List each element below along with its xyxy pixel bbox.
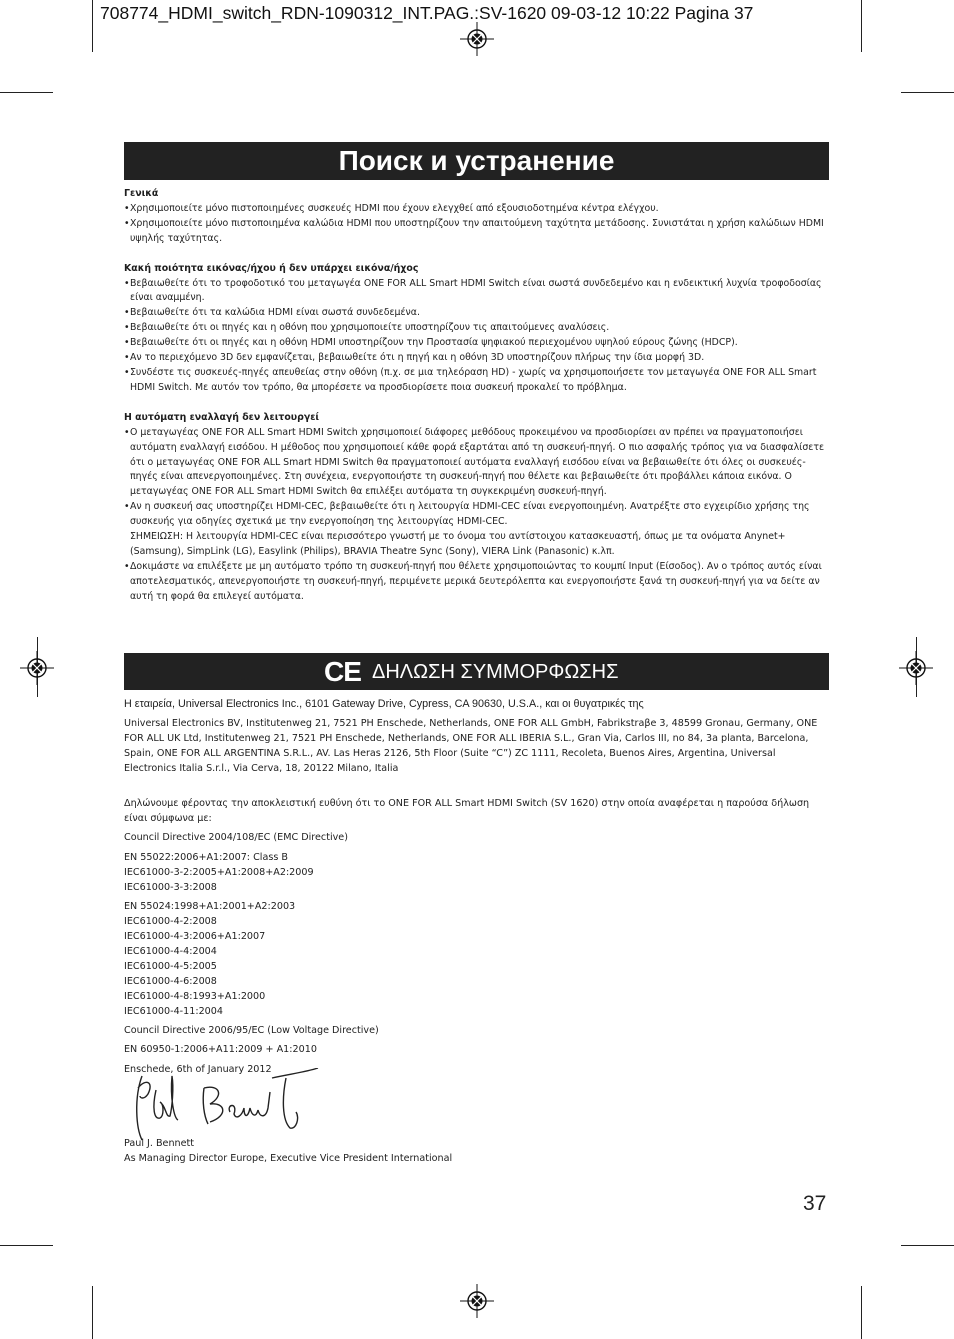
crop-mark xyxy=(92,0,93,52)
declaration-statement xyxy=(124,796,829,826)
registration-mark-icon xyxy=(460,22,494,56)
lvd-directive-text: Council Directive 2006/95/EC (Low Voltage Directive) xyxy=(124,1025,379,1036)
signatory-title: As Managing Director Europe, Executive Vice President International xyxy=(124,1153,453,1164)
standard-item: IEC61000-4-6:2008 xyxy=(124,976,217,987)
standard-item: IEC61000-4-2:2008 xyxy=(124,916,217,927)
crop-mark xyxy=(861,1286,862,1339)
standard-item: IEC61000-4-5:2005 xyxy=(124,961,217,972)
list-item: • Βεβαιωθείτε ότι τα καλώδια HDMI είναι σωστά συνδεδεμένα. xyxy=(124,306,829,321)
ce-mark-icon: CE xyxy=(324,656,361,687)
registration-mark-icon xyxy=(460,1284,494,1318)
signature-image xyxy=(130,1068,330,1144)
standard-item: IEC61000-4-4:2004 xyxy=(124,946,217,957)
emc-directive-text: Council Directive 2004/108/EC (EMC Directive) xyxy=(124,832,348,843)
crop-mark xyxy=(861,0,862,52)
signatory-block xyxy=(124,1136,829,1166)
page-number: 37 xyxy=(803,1192,827,1215)
registration-mark-icon xyxy=(899,651,933,685)
declaration-title-bar xyxy=(124,653,829,690)
signatory-name: Paul J. Bennett xyxy=(124,1138,195,1149)
list-item: • Αν το περιεχόμενο 3D δεν εμφανίζεται, βεβαιωθείτε ότι η πηγή και η οθόνη 3D υποστηρίζουν πλήρως την ίδια μορφή 3D. xyxy=(124,351,829,366)
list-item: • Βεβαιωθείτε ότι οι πηγές και η οθόνη που χρησιμοποιείτε υποστηρίζουν τις απαιτούμενες αναλύσεις. xyxy=(124,321,829,336)
crop-mark xyxy=(901,1245,954,1246)
standard-item: IEC61000-4-3:2006+A1:2007 xyxy=(124,931,266,942)
section-heading-picture-quality: Κακή ποιότητα εικόνας/ήχου ή δεν υπάρχει εικόνα/ήχος xyxy=(124,262,419,274)
lvd-standard-text: EN 60950-1:2006+A11:2009 + A1:2010 xyxy=(124,1044,317,1055)
standard-item: EN 55022:2006+A1:2007: Class B xyxy=(124,852,288,863)
statement-text: Δηλώνουμε φέροντας την αποκλειστική ευθύνη ότι το ONE FOR ALL Smart HDMI Switch (SV 1620) στην οποία αναφέρεται η παρούσα δήλωση είναι σύμφωνα με: xyxy=(124,798,810,824)
registration-mark-icon xyxy=(20,651,54,685)
declaration-title: ΔΗΛΩΣΗ ΣΥΜΜΟΡΦΩΣΗΣ xyxy=(372,661,619,683)
list-item: • Χρησιμοποιείτε μόνο πιστοποιημένα καλώδια HDMI που υποστηρίζουν την απαιτούμενη ταχύτητα μετάδοσης. Συνιστάται η χρήση καλώδιων HDMI υψηλής ταχύτητας. xyxy=(124,217,829,247)
crop-mark xyxy=(0,1245,53,1246)
company-line: Η εταιρεία, Universal Electronics Inc., 6101 Gateway Drive, Cypress, CA 90630, U.S.A., και οι θυγατρικές της xyxy=(124,698,644,710)
crop-mark xyxy=(0,92,53,93)
subsidiaries-paragraph xyxy=(124,716,829,776)
list-item: • Βεβαιωθείτε ότι οι πηγές και η οθόνη HDMI υποστηρίζουν την Προστασία ψηφιακού περιεχομένου υψηλού εύρους ζώνης (HDCP). xyxy=(124,336,829,351)
lvd-directive xyxy=(124,1023,829,1038)
crop-mark xyxy=(92,1286,93,1339)
standard-item: IEC61000-3-2:2005+A1:2008+A2:2009 xyxy=(124,867,314,878)
subsidiaries-text: Universal Electronics BV, Institutenweg 21, 7521 PH Enschede, Netherlands, ONE FOR ALL GmbH, Fabrikstraβe 3, 48599 Gronau, Germany, ONE FOR ALL UK Ltd, Institutenweg 21, 7521 PH Enschede, Netherlands, ONE FOR ALL IBERIA S.L., Gran Via, Carlos III, no 84, 3a planta, Barcelona, Spain, ONE FOR ALL ARGENTINA S.R.L., AV. Las Heras 2126, 5th Floor (Suite “C”) ZC 1111, Recoleta, Buenos Aires, Argentina, Universal Electronics Italia S.r.l., Via Cerva, 18, 20122 Milano, Italia xyxy=(124,718,818,774)
crop-mark xyxy=(901,92,954,93)
list-item: • Συνδέστε τις συσκευές-πηγές απευθείας στην οθόνη (π.χ. σε μια τηλεόραση HD) - χωρίς να χρησιμοποιήσετε τον μεταγωγέα ONE FOR ALL Smart HDMI Switch. Με αυτόν τον τρόπο, θα μπορέσετε να προσδιορίσετε ποια συσκευή προκαλεί το πρόβλημα. xyxy=(124,366,829,396)
print-slug: 708774_HDMI_switch_RDN-1090312_INT.PAG.:SV-1620 09-03-12 10:22 Pagina 37 xyxy=(100,3,754,23)
standard-item: EN 55024:1998+A1:2001+A2:2003 xyxy=(124,901,296,912)
standard-item: IEC61000-4-11:2004 xyxy=(124,1006,223,1017)
standards-group-2 xyxy=(124,899,829,1019)
lvd-standard xyxy=(124,1042,829,1057)
section-heading-auto-switching: Η αυτόματη εναλλαγή δεν λειτουργεί xyxy=(124,411,320,423)
list-item: • Χρησιμοποιείτε μόνο πιστοποιημένες συσκευές HDMI που έχουν ελεγχθεί από εξουσιοδοτημένα κέντρα ελέγχου. xyxy=(124,202,829,217)
list-item: • Βεβαιωθείτε ότι το τροφοδοτικό του μεταγωγέα ONE FOR ALL Smart HDMI Switch είναι σωστά συνδεδεμένο και η ενδεικτική λυχνία τροφοδοσίας είναι αναμμένη. xyxy=(124,277,829,307)
list-item: • Αν η συσκευή σας υποστηρίζει HDMI-CEC, βεβαιωθείτε ότι η λειτουργία HDMI-CEC είναι ενεργοποιημένη. Ανατρέξτε στο εγχειρίδιο χρήσης της συσκευής για οδηγίες σχετικά με την ενεργοποίηση της λειτουργίας HDMI-CEC. xyxy=(124,500,829,530)
list-item: • Δοκιμάστε να επιλέξετε με μη αυτόματο τρόπο τη συσκευή-πηγή που θέλετε χρησιμοποιώντας το κουμπί Input (Είσοδος). Αν ο τρόπος αυτός είναι αποτελεσματικός, απενεργοποιήστε τη συσκευή-πηγή, περιμένετε μερικά δευτερόλεπτα και ενεργοποιήστε ξανά τη συσκευή-πηγή για να δείτε αν αυτή τη φορά θα επιλεγεί αυτόματα. xyxy=(124,560,829,605)
troubleshooting-content xyxy=(124,187,829,605)
troubleshooting-title-bar xyxy=(124,142,829,180)
list-item: • Ο μεταγωγέας ONE FOR ALL Smart HDMI Switch χρησιμοποιεί διάφορες μεθόδους προκειμένου να προσδιορίσει αν πρέπει να πραγματοποιήσει αυτόματη εναλλαγή εισόδου. Η μέθοδος που χρησιμοποιεί κάθε φορά εξαρτάται από τη συσκευή-πηγή. Ο πιο ασφαλής τρόπος για να διασφαλίσετε ότι ο μεταγωγέας ONE FOR ALL Smart HDMI Switch θα πραγματοποιεί αυτόματα εναλλαγή εισόδου είναι να βεβαιωθείτε ότι όλες οι συσκευές-πηγές είναι απενεργοποιημένες. Στη συνέχεια, ενεργοποιήστε τη συσκευή-πηγή που θέλετε και βεβαιωθείτε ότι προβάλλει κάποια εικόνα. Ο μεταγωγέας ONE FOR ALL Smart HDMI Switch θα επιλέξει αυτόματα τη συγκεκριμένη συσκευή-πηγή. xyxy=(124,426,829,501)
section-heading-general: Γενικά xyxy=(124,188,159,199)
hdmi-cec-note: ΣΗΜΕΙΩΣΗ: Η λειτουργία HDMI-CEC είναι περισσότερο γνωστή με το όνομα του αντίστοιχου κατασκευαστή, όπως με τα ονόματα Anynet+ (Samsung), SimpLink (LG), Easylink (Philips), BRAVIA Theatre Sync (Sony), VIERA Link (Panasonic) κ.λπ. xyxy=(130,531,786,557)
standard-item: IEC61000-4-8:1993+A1:2000 xyxy=(124,991,266,1002)
place-date-text: Enschede, 6th of January 2012 xyxy=(124,1064,272,1075)
troubleshooting-title: Поиск и устранение xyxy=(338,145,615,176)
standards-group-1 xyxy=(124,850,829,895)
standard-item: IEC61000-3-3:2008 xyxy=(124,882,217,893)
emc-directive xyxy=(124,830,829,845)
